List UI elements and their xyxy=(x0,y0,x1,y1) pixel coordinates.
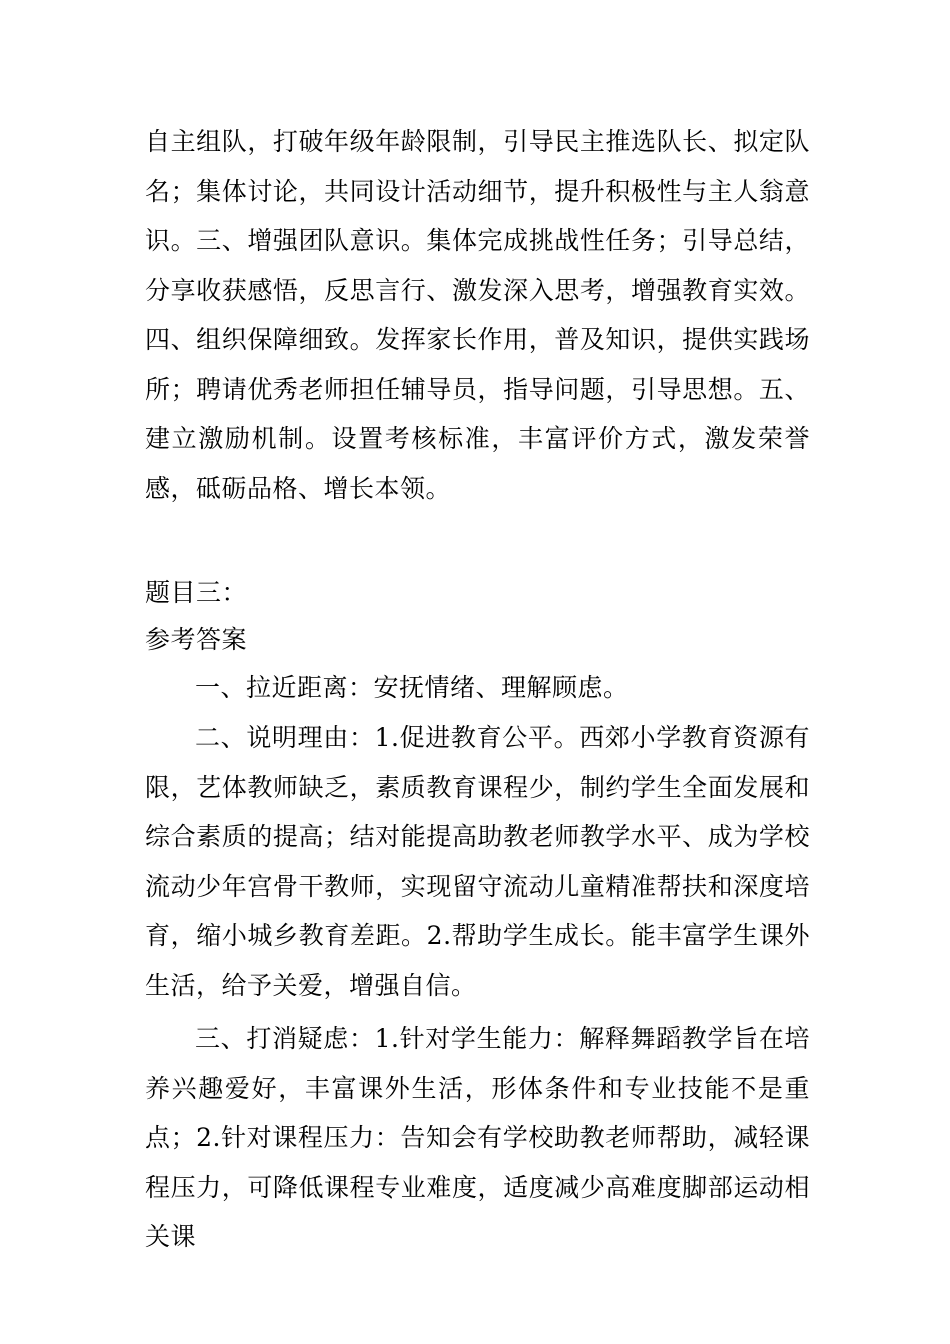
answer-paragraph-1: 一、拉近距离：安抚情绪、理解顾虑。 xyxy=(195,673,629,702)
continuation-paragraph: 自主组队，打破年级年龄限制，引导民主推选队长、拟定队名；集体讨论，共同设计活动细节，提升积极性与主人翁意识。三、增强团队意识。集体完成挑战性任务；引导总结，分享收获感悟，反思言行、激发深入思考，增强教育实效。四、组织保障细致。发挥家长作用，普及知识，提供实践场所；聘请优秀老师担任辅导员，指导问题，引导思想。五、建立激励机制。设置考核标准，丰富评价方式，激发荣誉感，砥砺品格、增长本领。 xyxy=(145,127,810,503)
answer-paragraph-3: 三、打消疑虑：1.针对学生能力：解释舞蹈教学旨在培养兴趣爱好，丰富课外生活，形体条件和专业技能不是重点；2.针对课程压力：告知会有学校助教老师帮助，减轻课程压力，可降低课程专业难度，适度减少高难度脚部运动相关课 xyxy=(145,1024,810,1251)
question-heading: 题目三： xyxy=(145,578,248,607)
answer-paragraph-2: 二、说明理由：1.促进教育公平。西郊小学教育资源有限，艺体教师缺乏，素质教育课程少，制约学生全面发展和综合素质的提高；结对能提高助教老师教学水平、成为学校流动少年宫骨干教师，实现留守流动儿童精准帮扶和深度培育，缩小城乡教育差距。2.帮助学生成长。能丰富学生课外生活，给予关爱，增强自信。 xyxy=(145,723,810,1000)
answer-heading: 参考答案 xyxy=(145,625,248,654)
